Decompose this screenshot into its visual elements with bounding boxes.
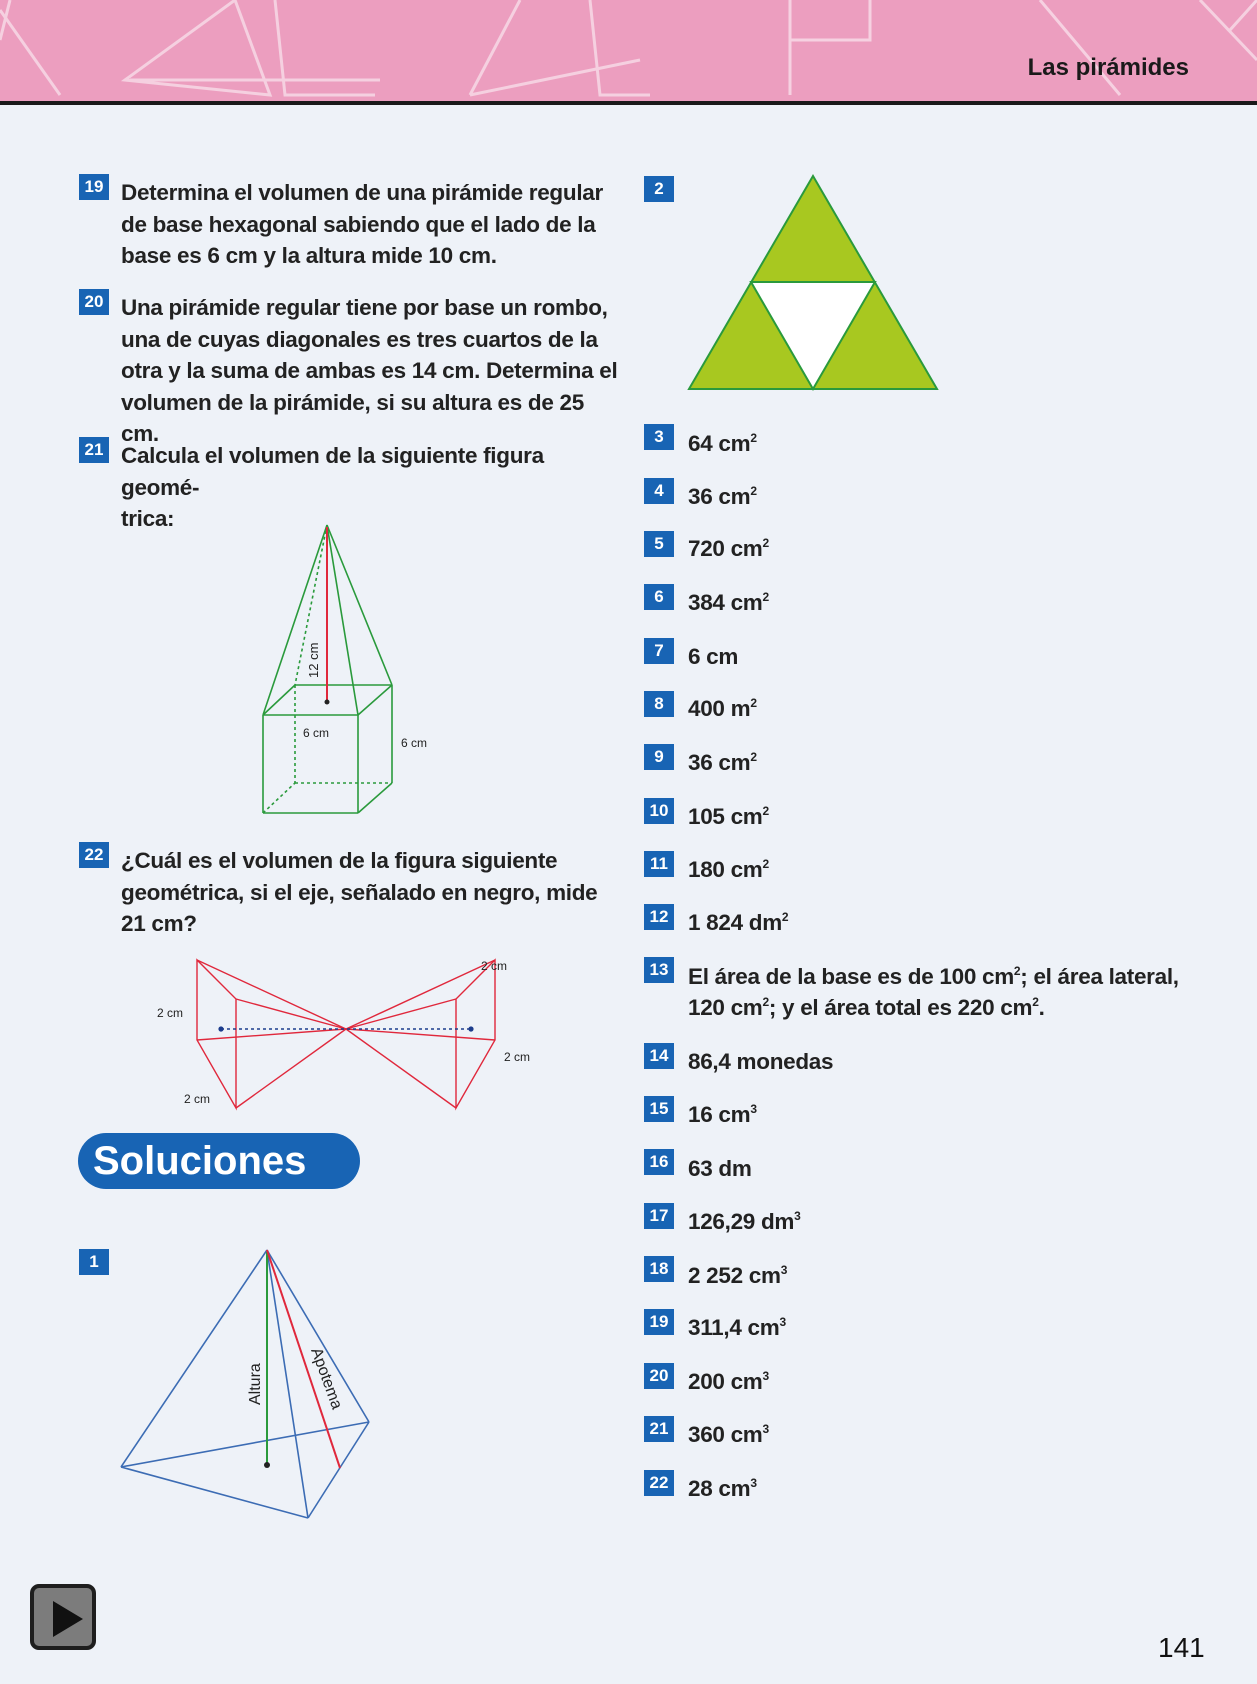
exponent: 3: [762, 1369, 769, 1383]
answer-number: 22: [644, 1470, 674, 1496]
answer-text: El área de la base es de 100 cm: [688, 964, 1014, 989]
answer-number: 8: [644, 691, 674, 717]
pyramid-edge: [197, 960, 346, 1029]
answer-number: 10: [644, 798, 674, 824]
answer-number: 12: [644, 904, 674, 930]
answer-value: [688, 1153, 752, 1184]
solution-1-pyramid-figure: [110, 1240, 380, 1525]
exponent: 2: [762, 995, 769, 1009]
answer-text: 2 252 cm: [688, 1263, 781, 1288]
section-title: Las pirámides: [1027, 54, 1189, 81]
exponent: 2: [762, 590, 769, 604]
answer-value: [688, 1473, 757, 1504]
play-icon: [53, 1601, 83, 1637]
text-line: geométrica, si el eje, señalado en negro, mide: [121, 879, 598, 905]
exercise-20-text: [121, 292, 621, 450]
answer-text: .: [1038, 995, 1045, 1020]
answer-value: [688, 587, 769, 618]
answer-number: 11: [644, 851, 674, 877]
answer-text: 64 cm: [688, 431, 751, 456]
page-number: 141: [1158, 1632, 1205, 1663]
answer-number: 19: [644, 1309, 674, 1335]
text-line: una de cuyas diagonales es tres cuartos de la: [121, 326, 598, 352]
pyramid-edge: [327, 525, 358, 715]
text-line: otra y la suma de ambas es 14 cm. Determina el: [121, 358, 618, 383]
answer-text: 6 cm: [688, 644, 739, 669]
exercise-number-21: 21: [79, 437, 109, 463]
answer-value: [688, 1312, 786, 1343]
text-line: Calcula el volumen de la siguiente figura geomé-: [121, 443, 544, 500]
exponent: 3: [750, 1476, 757, 1490]
exponent: 3: [779, 1315, 786, 1329]
answer-value: [688, 1260, 787, 1291]
answer-text: 126,29 dm: [688, 1209, 795, 1234]
prism-top-right-edge: [358, 685, 392, 715]
answer-value: [688, 428, 757, 459]
answer-number: 21: [644, 1416, 674, 1442]
axis-endpoint: [468, 1026, 473, 1031]
base-edge: [308, 1422, 369, 1518]
answer-number: 17: [644, 1203, 674, 1229]
exponent: 2: [750, 431, 757, 445]
answer-text: 16 cm: [688, 1102, 751, 1127]
exponent: 3: [762, 1422, 769, 1436]
solutions-heading: Soluciones: [78, 1133, 360, 1189]
exponent: 2: [781, 910, 789, 924]
height-label: Altura: [247, 1363, 264, 1405]
side-label: 6 cm: [303, 726, 330, 740]
dimension-label: 2 cm: [157, 1006, 184, 1020]
answer-value: [688, 693, 757, 724]
answer-text: 63 dm: [688, 1156, 752, 1181]
figure-22-double-pyramid: [150, 950, 530, 1115]
pyramid-edge: [236, 1029, 346, 1108]
text-line: ¿Cuál es el volumen de la figura siguiente: [121, 848, 558, 873]
pyramid-base-center: [325, 700, 330, 705]
answer-value: [688, 801, 769, 832]
answer-text: 200 cm: [688, 1369, 763, 1394]
apothem-label: Apotema: [307, 1345, 346, 1412]
answer-value: [688, 1099, 757, 1130]
exponent: 2: [1013, 964, 1021, 978]
answer-number: 7: [644, 638, 674, 664]
dimension-label: 2 cm: [504, 1050, 530, 1064]
exponent: 2: [1032, 995, 1039, 1009]
exponent: 2: [750, 750, 757, 764]
answer-value: [688, 961, 1179, 992]
prism-hidden-edge: [263, 783, 295, 813]
pyramid-edge: [346, 1029, 456, 1108]
axis-endpoint: [218, 1026, 223, 1031]
answer-text: 1 824 dm: [688, 910, 782, 935]
text-line: Una pirámide regular tiene por base un rombo,: [121, 295, 608, 320]
height-label: 12 cm: [306, 642, 321, 678]
exponent: 2: [762, 857, 769, 871]
pyramid-edge: [267, 1250, 308, 1518]
text-line: de base hexagonal sabiendo que el lado de la: [121, 211, 596, 237]
answer-value: [688, 641, 738, 672]
exponent: 3: [750, 1102, 757, 1116]
banner-geometry-decoration: [0, 0, 1257, 101]
answer-value: [688, 747, 757, 778]
answer-number: 3: [644, 424, 674, 450]
answer-value: [688, 481, 757, 512]
answer-text: 86,4 monedas: [688, 1049, 834, 1074]
left-pyramid-base: [197, 960, 236, 1108]
pyramid-edge: [121, 1250, 267, 1467]
base-center: [264, 1462, 270, 1468]
answer-text: 120 cm: [688, 995, 763, 1020]
text-line: base es 6 cm y la altura mide 10 cm.: [121, 243, 497, 268]
play-button[interactable]: [30, 1584, 96, 1650]
exercise-19-text: [121, 177, 621, 272]
answer-value: [688, 1419, 769, 1450]
answer-text: 105 cm: [688, 804, 763, 829]
answer-number: 20: [644, 1363, 674, 1389]
figure-21-prism-pyramid: [250, 515, 450, 820]
exponent: 3: [794, 1209, 801, 1223]
answer-number: 14: [644, 1043, 674, 1069]
pyramid-edge: [267, 1250, 369, 1422]
answer-text: 28 cm: [688, 1476, 751, 1501]
right-pyramid-base: [456, 960, 495, 1108]
exercise-number-22: 22: [79, 842, 109, 868]
answer-value-continued: [688, 992, 1045, 1023]
exercise-number-20: 20: [79, 289, 109, 315]
pyramid-edge: [327, 525, 392, 685]
answer-text: 311,4 cm: [688, 1315, 780, 1340]
pyramid-edge: [346, 960, 495, 1029]
answer-number: 5: [644, 531, 674, 557]
solution-2-triangle-figure: [685, 170, 945, 395]
answer-number: 16: [644, 1149, 674, 1175]
answer-text: 720 cm: [688, 536, 763, 561]
exponent: 2: [762, 804, 769, 818]
answer-number: 18: [644, 1256, 674, 1282]
text-line: Determina el volumen de una pirámide regular: [121, 180, 603, 205]
exponent: 2: [750, 484, 757, 498]
answer-text: ; y el área total es 220 cm: [768, 995, 1033, 1020]
answer-number: 13: [644, 957, 674, 983]
text-line: trica:: [121, 506, 175, 531]
answer-text: 36 cm: [688, 750, 751, 775]
answer-text: 360 cm: [688, 1422, 763, 1447]
answer-text: 384 cm: [688, 590, 763, 615]
answer-number: 9: [644, 744, 674, 770]
text-line: 21 cm?: [121, 911, 197, 936]
solution-number-2: 2: [644, 176, 674, 202]
answer-number: 15: [644, 1096, 674, 1122]
answer-value: [688, 907, 788, 938]
header-banner: [0, 0, 1257, 105]
answer-value: [688, 854, 769, 885]
answer-number: 6: [644, 584, 674, 610]
exercise-22-text: [121, 845, 621, 940]
prism-base-edge: [358, 783, 392, 813]
answer-value: [688, 1206, 801, 1237]
answer-text: ; el área lateral,: [1020, 964, 1179, 989]
answer-value: [688, 533, 769, 564]
exponent: 2: [762, 536, 769, 550]
answer-text: 180 cm: [688, 857, 763, 882]
solution-number-1: 1: [79, 1249, 109, 1275]
exponent: 2: [750, 696, 757, 710]
answer-value: [688, 1366, 769, 1397]
text-line: volumen de la pirámide, si su altura es de 25 cm.: [121, 389, 584, 446]
dimension-label: 2 cm: [481, 959, 508, 973]
base-edge: [121, 1467, 308, 1518]
dimension-label: 2 cm: [184, 1092, 211, 1106]
depth-label: 6 cm: [401, 736, 428, 750]
exponent: 3: [780, 1263, 788, 1277]
answer-text: 36 cm: [688, 484, 751, 509]
exercise-number-19: 19: [79, 174, 109, 200]
answer-number: 4: [644, 478, 674, 504]
answer-text: 400 m: [688, 696, 751, 721]
answer-value: [688, 1046, 833, 1077]
